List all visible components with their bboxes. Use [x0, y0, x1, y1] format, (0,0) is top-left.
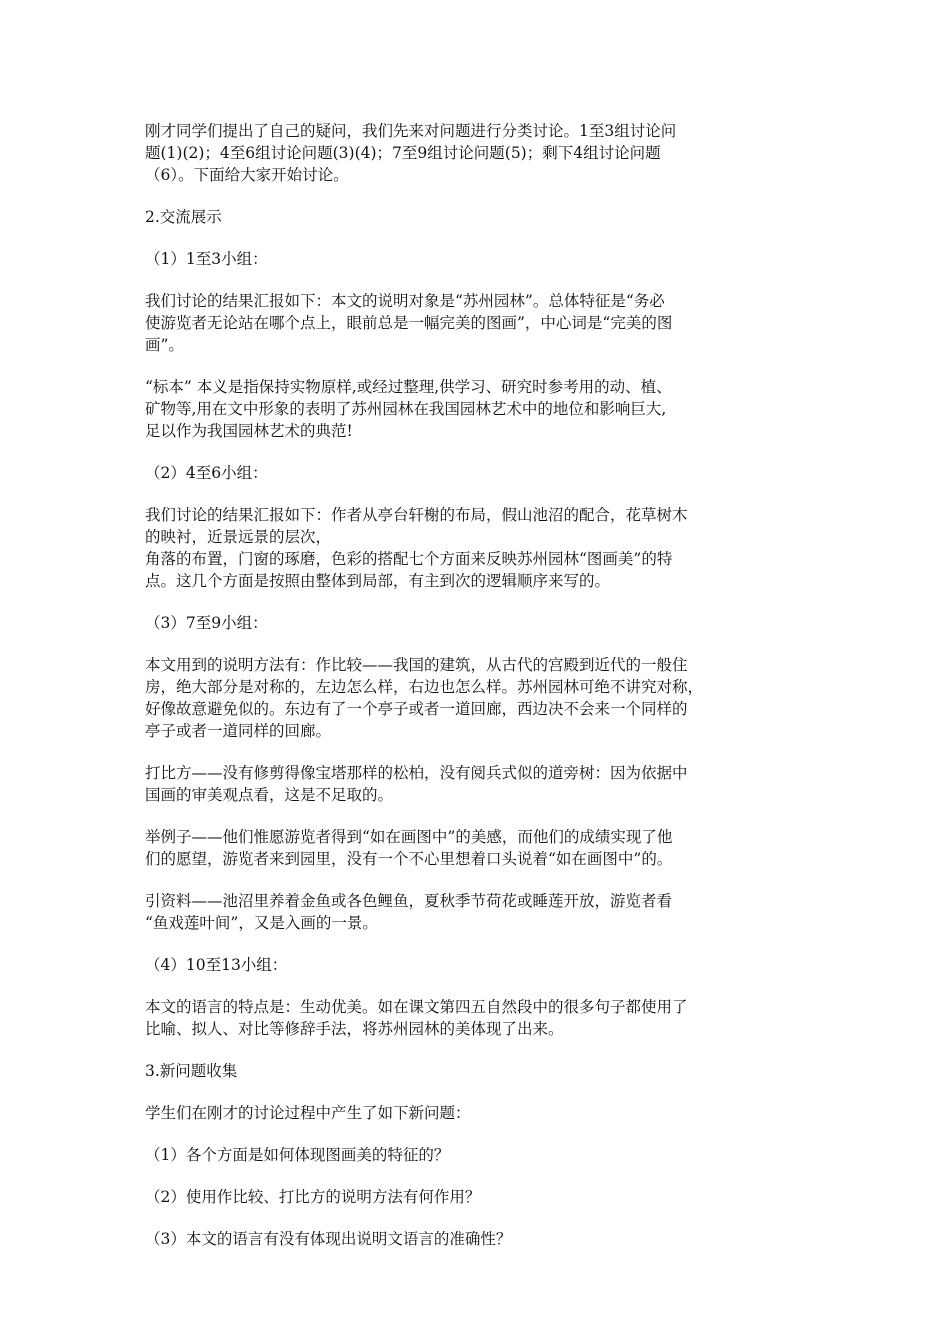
text-line: 比喻、拟人、对比等修辞手法，将苏州园林的美体现了出来。 [145, 1020, 564, 1038]
text-line: 我们讨论的结果汇报如下：作者从亭台轩榭的布局，假山池沼的配合，花草树木 [145, 506, 688, 524]
paragraph [145, 120, 815, 186]
text-line: 亭子或者一道同样的回廊。 [145, 722, 332, 740]
text-line: 们的愿望，游览者来到园里，没有一个不心里想着口头说着“如在画图中”的。 [145, 850, 673, 868]
text-line: （1）各个方面是如何体现图画美的特征的？ [145, 1146, 450, 1164]
paragraph [145, 376, 815, 442]
text-line: 国画的审美观点看，这是不足取的。 [145, 786, 394, 804]
paragraph [145, 1186, 815, 1208]
text-line: 好像故意避免似的。东边有了一个亭子或者一道回廊，西边决不会来一个同样的 [145, 700, 688, 718]
paragraph [145, 954, 815, 976]
paragraph [145, 612, 815, 634]
paragraph [145, 762, 815, 806]
text-line: 刚才同学们提出了自己的疑问，我们先来对问题进行分类讨论。1至3组讨论问 [145, 122, 677, 140]
text-line: （2）使用作比较、打比方的说明方法有何作用？ [145, 1188, 481, 1206]
paragraph [145, 290, 815, 356]
text-line: 的映衬，近景远景的层次， [145, 528, 332, 546]
paragraph [145, 996, 815, 1040]
text-line: 角落的布置，门窗的琢磨，色彩的搭配七个方面来反映苏州园林“图画美”的特 [145, 550, 673, 568]
document-body [145, 120, 815, 1270]
paragraph [145, 248, 815, 270]
text-line: 点。这几个方面是按照由整体到局部，有主到次的逻辑顺序来写的。 [145, 572, 611, 590]
text-line: 引资料——池沼里养着金鱼或各色鲤鱼，夏秋季节荷花或睡莲开放，游览者看 [145, 892, 673, 910]
text-line: 2.交流展示 [145, 208, 222, 226]
text-line: 足以作为我国园林艺术的典范! [145, 422, 353, 440]
paragraph [145, 654, 815, 742]
text-line: 题(1)(2)；4至6组讨论问题(3)(4)；7至9组讨论问题(5)；剩下4组讨论问题 [145, 144, 661, 162]
text-line: （3）本文的语言有没有体现出说明文语言的准确性？ [145, 1230, 512, 1248]
text-line: “标本” 本义是指保持实物原样,或经过整理,供学习、研究时参考用的动、植、 [145, 378, 672, 396]
text-line: 矿物等,用在文中形象的表明了苏州园林在我国园林艺术中的地位和影响巨大, [145, 400, 667, 418]
text-line: 本文用到的说明方法有：作比较——我国的建筑，从古代的宫殿到近代的一般住 [145, 656, 688, 674]
paragraph [145, 462, 815, 484]
text-line: 我们讨论的结果汇报如下：本文的说明对象是“苏州园林”。总体特征是“务必 [145, 292, 665, 310]
paragraph [145, 1144, 815, 1166]
paragraph [145, 890, 815, 934]
text-line: （6）。下面给大家开始讨论。 [145, 166, 349, 184]
paragraph [145, 504, 815, 592]
paragraph [145, 1228, 815, 1250]
text-line: 打比方——没有修剪得像宝塔那样的松柏，没有阅兵式似的道旁树：因为依据中 [145, 764, 688, 782]
text-line: （2）4至6小组： [145, 464, 268, 482]
text-line: 房，绝大部分是对称的，左边怎么样，右边也怎么样。苏州园林可绝不讲究对称， [145, 678, 704, 696]
text-line: （3）7至9小组： [145, 614, 268, 632]
text-line: “鱼戏莲叶间”，又是入画的一景。 [145, 914, 378, 932]
text-line: 本文的语言的特点是：生动优美。如在课文第四五自然段中的很多句子都使用了 [145, 998, 688, 1016]
text-line: （4）10至13小组： [145, 956, 288, 974]
text-line: （1）1至3小组： [145, 250, 268, 268]
text-line: 3.新问题收集 [145, 1062, 238, 1080]
paragraph [145, 206, 815, 228]
text-line: 画”。 [145, 336, 184, 354]
paragraph [145, 826, 815, 870]
paragraph [145, 1102, 815, 1124]
paragraph [145, 1060, 815, 1082]
text-line: 使游览者无论站在哪个点上，眼前总是一幅完美的图画”，中心词是“完美的图 [145, 314, 673, 332]
text-line: 举例子——他们惟愿游览者得到“如在画图中”的美感，而他们的成绩实现了他 [145, 828, 673, 846]
text-line: 学生们在刚才的讨论过程中产生了如下新问题： [145, 1104, 471, 1122]
